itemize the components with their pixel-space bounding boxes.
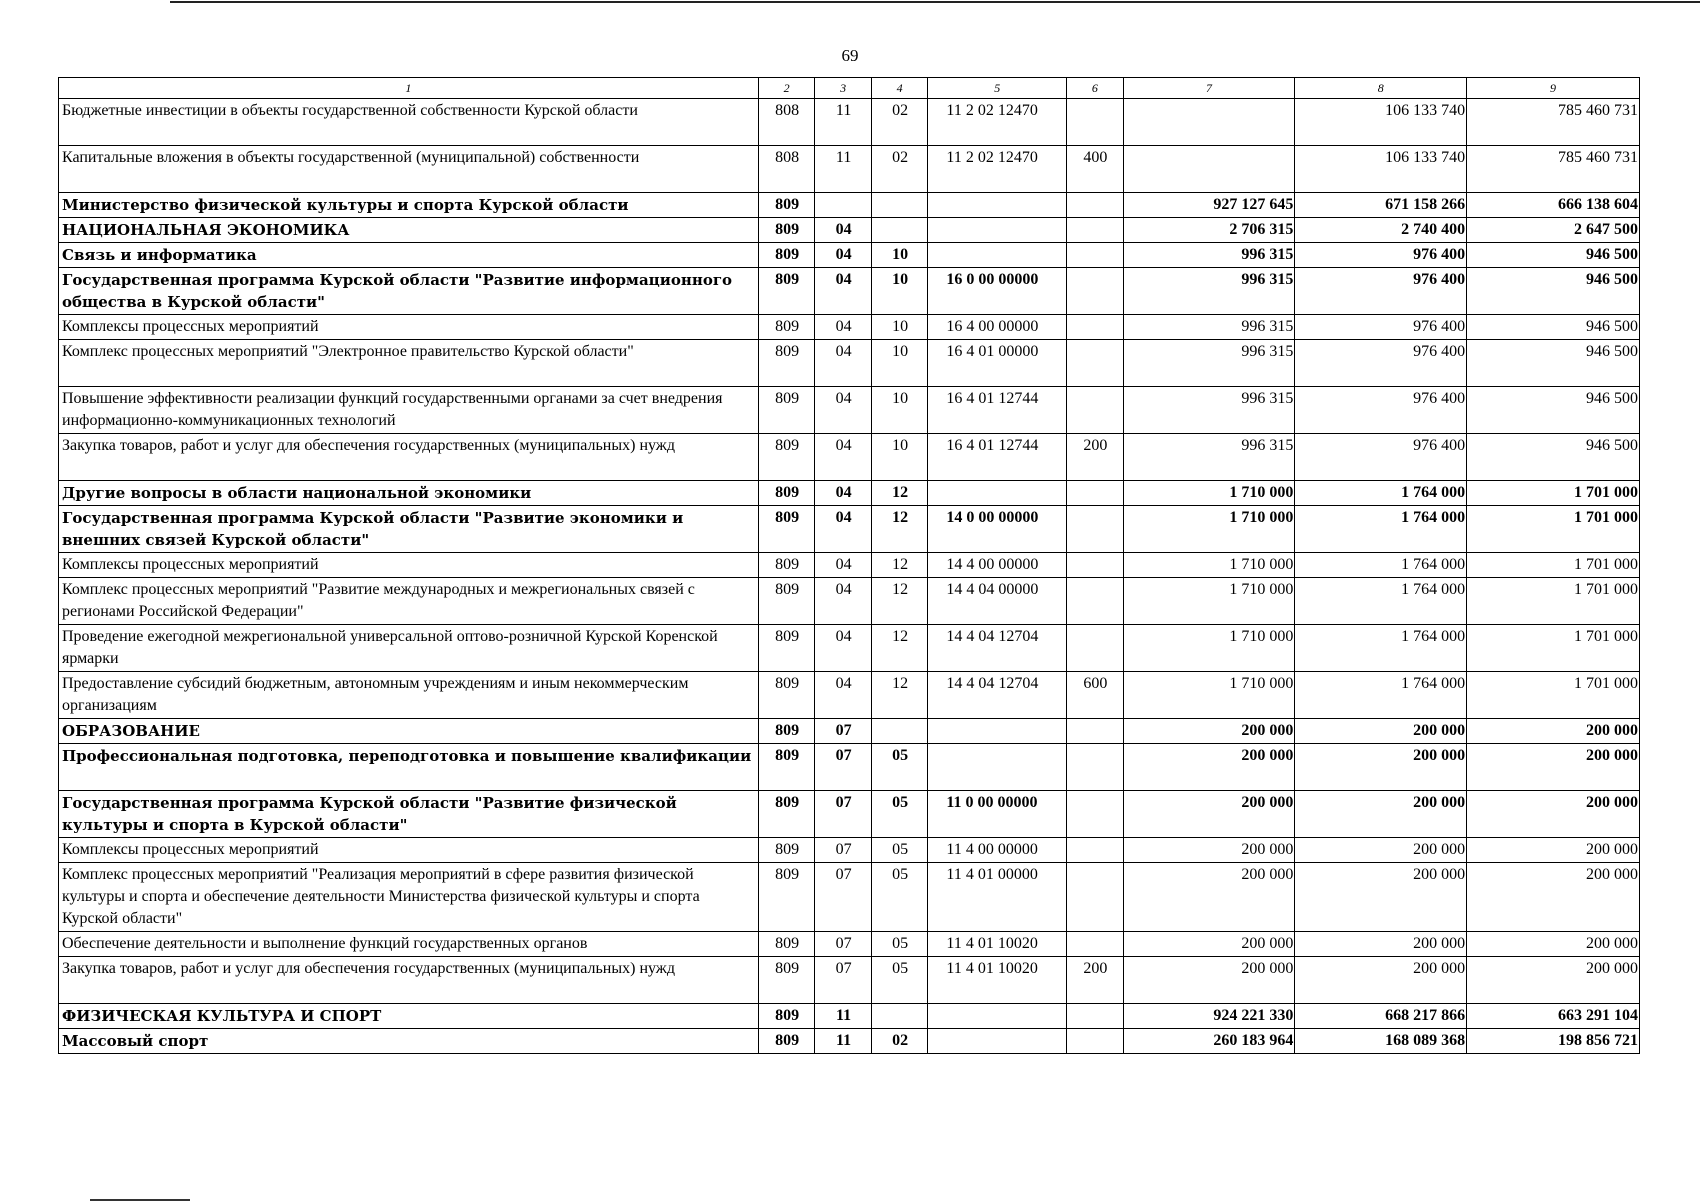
section-code: 04	[815, 506, 872, 553]
amount-col-9: 946 500	[1467, 268, 1640, 315]
ministry-code: 809	[758, 672, 815, 719]
section-code: 04	[815, 481, 872, 506]
table-row	[59, 506, 1640, 553]
amount-col-8: 200 000	[1295, 957, 1467, 1004]
amount-col-7: 200 000	[1123, 932, 1295, 957]
section-code: 04	[815, 625, 872, 672]
item-name: ОБРАЗОВАНИЕ	[59, 719, 759, 744]
expense-type-code	[1067, 838, 1124, 863]
amount-col-9: 1 701 000	[1467, 553, 1640, 578]
expense-type-code	[1067, 506, 1124, 553]
section-code	[815, 193, 872, 218]
table-row	[59, 719, 1640, 744]
table-row	[59, 268, 1640, 315]
item-name: Комплекс процессных мероприятий "Электронное правительство Курской области"	[59, 340, 759, 387]
target-article-code	[928, 193, 1067, 218]
expense-type-code	[1067, 744, 1124, 791]
amount-col-9: 946 500	[1467, 315, 1640, 340]
amount-col-9: 946 500	[1467, 243, 1640, 268]
column-number: 1	[59, 78, 759, 99]
subsection-code: 05	[871, 791, 928, 838]
amount-col-9: 200 000	[1467, 932, 1640, 957]
section-code: 07	[815, 863, 872, 932]
page-number: 69	[841, 46, 859, 65]
expense-type-code: 400	[1067, 146, 1124, 193]
amount-col-9: 200 000	[1467, 791, 1640, 838]
expense-type-code	[1067, 578, 1124, 625]
expense-type-code	[1067, 625, 1124, 672]
ministry-code: 809	[758, 744, 815, 791]
expense-type-code	[1067, 863, 1124, 932]
item-name: Обеспечение деятельности и выполнение функций государственных органов	[59, 932, 759, 957]
section-code: 11	[815, 146, 872, 193]
target-article-code: 16 0 00 00000	[928, 268, 1067, 315]
amount-col-8: 976 400	[1295, 243, 1467, 268]
target-article-code: 11 2 02 12470	[928, 99, 1067, 146]
section-code: 04	[815, 553, 872, 578]
target-article-code	[928, 719, 1067, 744]
section-code: 04	[815, 672, 872, 719]
section-code: 07	[815, 932, 872, 957]
amount-col-9: 666 138 604	[1467, 193, 1640, 218]
item-name: Повышение эффективности реализации функций государственными органами за счет внедрения информационно-коммуникационных технологий	[59, 387, 759, 434]
table-row	[59, 838, 1640, 863]
ministry-code: 809	[758, 1029, 815, 1054]
subsection-code: 02	[871, 1029, 928, 1054]
target-article-code: 14 4 04 12704	[928, 672, 1067, 719]
ministry-code: 809	[758, 553, 815, 578]
ministry-code: 809	[758, 387, 815, 434]
column-number: 9	[1467, 78, 1640, 99]
column-number: 7	[1123, 78, 1295, 99]
amount-col-7: 1 710 000	[1123, 506, 1295, 553]
amount-col-7: 927 127 645	[1123, 193, 1295, 218]
amount-col-7: 200 000	[1123, 957, 1295, 1004]
subsection-code: 10	[871, 315, 928, 340]
subsection-code	[871, 193, 928, 218]
expense-type-code	[1067, 268, 1124, 315]
amount-col-9: 1 701 000	[1467, 506, 1640, 553]
table-row	[59, 1004, 1640, 1029]
section-code: 07	[815, 719, 872, 744]
amount-col-8: 200 000	[1295, 838, 1467, 863]
table-row	[59, 932, 1640, 957]
item-name: НАЦИОНАЛЬНАЯ ЭКОНОМИКА	[59, 218, 759, 243]
item-name: Комплекс процессных мероприятий "Реализация мероприятий в сфере развития физической культуры и спорта и обеспечение деятельности Министерства физической культуры и спорта Курской области"	[59, 863, 759, 932]
ministry-code: 809	[758, 481, 815, 506]
amount-col-8: 1 764 000	[1295, 625, 1467, 672]
target-article-code: 16 4 01 12744	[928, 387, 1067, 434]
table-row	[59, 434, 1640, 481]
section-code: 04	[815, 387, 872, 434]
subsection-code: 05	[871, 863, 928, 932]
amount-col-9: 200 000	[1467, 838, 1640, 863]
target-article-code: 14 0 00 00000	[928, 506, 1067, 553]
ministry-code: 809	[758, 838, 815, 863]
expense-type-code	[1067, 1029, 1124, 1054]
target-article-code	[928, 218, 1067, 243]
subsection-code: 12	[871, 506, 928, 553]
amount-col-7: 200 000	[1123, 719, 1295, 744]
amount-col-7: 996 315	[1123, 340, 1295, 387]
expense-type-code	[1067, 481, 1124, 506]
ministry-code: 809	[758, 506, 815, 553]
amount-col-8: 976 400	[1295, 340, 1467, 387]
item-name: Другие вопросы в области национальной экономики	[59, 481, 759, 506]
section-code: 04	[815, 268, 872, 315]
item-name: Комплексы процессных мероприятий	[59, 553, 759, 578]
subsection-code	[871, 719, 928, 744]
item-name: Массовый спорт	[59, 1029, 759, 1054]
subsection-code: 05	[871, 932, 928, 957]
amount-col-8: 106 133 740	[1295, 146, 1467, 193]
subsection-code: 12	[871, 625, 928, 672]
target-article-code: 16 4 01 00000	[928, 340, 1067, 387]
amount-col-7: 200 000	[1123, 838, 1295, 863]
amount-col-8: 1 764 000	[1295, 553, 1467, 578]
expense-type-code: 600	[1067, 672, 1124, 719]
amount-col-9: 198 856 721	[1467, 1029, 1640, 1054]
expense-type-code	[1067, 315, 1124, 340]
table-row	[59, 625, 1640, 672]
amount-col-9: 946 500	[1467, 340, 1640, 387]
amount-col-7: 1 710 000	[1123, 481, 1295, 506]
amount-col-7: 924 221 330	[1123, 1004, 1295, 1029]
column-number: 2	[758, 78, 815, 99]
expense-type-code	[1067, 719, 1124, 744]
amount-col-8: 1 764 000	[1295, 481, 1467, 506]
column-number: 3	[815, 78, 872, 99]
ministry-code: 808	[758, 99, 815, 146]
amount-col-8: 1 764 000	[1295, 506, 1467, 553]
table-row	[59, 744, 1640, 791]
target-article-code	[928, 1029, 1067, 1054]
ministry-code: 809	[758, 625, 815, 672]
amount-col-9: 946 500	[1467, 387, 1640, 434]
subsection-code: 10	[871, 268, 928, 315]
ministry-code: 809	[758, 791, 815, 838]
ministry-code: 809	[758, 863, 815, 932]
item-name: Связь и информатика	[59, 243, 759, 268]
table-row	[59, 387, 1640, 434]
column-number: 6	[1067, 78, 1124, 99]
amount-col-7: 200 000	[1123, 791, 1295, 838]
amount-col-7: 200 000	[1123, 863, 1295, 932]
section-code: 07	[815, 791, 872, 838]
amount-col-8: 671 158 266	[1295, 193, 1467, 218]
amount-col-9: 1 701 000	[1467, 672, 1640, 719]
item-name: Министерство физической культуры и спорта Курской области	[59, 193, 759, 218]
item-name: Комплекс процессных мероприятий "Развитие международных и межрегиональных связей с регионами Российской Федерации"	[59, 578, 759, 625]
amount-col-7: 996 315	[1123, 434, 1295, 481]
column-number: 5	[928, 78, 1067, 99]
subsection-code: 10	[871, 243, 928, 268]
amount-col-9: 200 000	[1467, 957, 1640, 1004]
table-row	[59, 553, 1640, 578]
budget-table	[58, 77, 1640, 1054]
item-name: Закупка товаров, работ и услуг для обеспечения государственных (муниципальных) нужд	[59, 957, 759, 1004]
amount-col-9: 1 701 000	[1467, 578, 1640, 625]
target-article-code: 14 4 00 00000	[928, 553, 1067, 578]
target-article-code	[928, 243, 1067, 268]
ministry-code: 809	[758, 268, 815, 315]
amount-col-8: 976 400	[1295, 434, 1467, 481]
table-row	[59, 99, 1640, 146]
expense-type-code	[1067, 932, 1124, 957]
amount-col-7: 1 710 000	[1123, 625, 1295, 672]
expense-type-code	[1067, 218, 1124, 243]
section-code: 11	[815, 99, 872, 146]
scan-top-border	[170, 1, 1700, 3]
item-name: Предоставление субсидий бюджетным, автономным учреждениям и иным некоммерческим организациям	[59, 672, 759, 719]
amount-col-7: 2 706 315	[1123, 218, 1295, 243]
table-row	[59, 315, 1640, 340]
expense-type-code	[1067, 193, 1124, 218]
amount-col-9: 1 701 000	[1467, 481, 1640, 506]
table-row	[59, 481, 1640, 506]
target-article-code	[928, 1004, 1067, 1029]
amount-col-8: 200 000	[1295, 791, 1467, 838]
table-row	[59, 791, 1640, 838]
table-row	[59, 193, 1640, 218]
amount-col-9: 946 500	[1467, 434, 1640, 481]
subsection-code: 05	[871, 744, 928, 791]
expense-type-code	[1067, 340, 1124, 387]
table-row	[59, 218, 1640, 243]
amount-col-8: 200 000	[1295, 932, 1467, 957]
ministry-code: 809	[758, 434, 815, 481]
subsection-code: 12	[871, 578, 928, 625]
subsection-code: 10	[871, 387, 928, 434]
subsection-code: 10	[871, 434, 928, 481]
amount-col-8: 1 764 000	[1295, 672, 1467, 719]
ministry-code: 809	[758, 315, 815, 340]
amount-col-7: 1 710 000	[1123, 672, 1295, 719]
table-row	[59, 340, 1640, 387]
section-code: 04	[815, 243, 872, 268]
expense-type-code	[1067, 1004, 1124, 1029]
amount-col-7: 200 000	[1123, 744, 1295, 791]
item-name: Комплексы процессных мероприятий	[59, 838, 759, 863]
amount-col-7	[1123, 146, 1295, 193]
column-number: 4	[871, 78, 928, 99]
amount-col-8: 168 089 368	[1295, 1029, 1467, 1054]
item-name: ФИЗИЧЕСКАЯ КУЛЬТУРА И СПОРТ	[59, 1004, 759, 1029]
section-code: 04	[815, 315, 872, 340]
section-code: 04	[815, 340, 872, 387]
subsection-code: 02	[871, 146, 928, 193]
expense-type-code: 200	[1067, 957, 1124, 1004]
expense-type-code: 200	[1067, 434, 1124, 481]
ministry-code: 809	[758, 340, 815, 387]
section-code: 04	[815, 434, 872, 481]
amount-col-7: 996 315	[1123, 268, 1295, 315]
amount-col-8: 106 133 740	[1295, 99, 1467, 146]
amount-col-9: 1 701 000	[1467, 625, 1640, 672]
item-name: Закупка товаров, работ и услуг для обеспечения государственных (муниципальных) нужд	[59, 434, 759, 481]
section-code: 07	[815, 744, 872, 791]
ministry-code: 809	[758, 719, 815, 744]
target-article-code: 11 4 01 10020	[928, 957, 1067, 1004]
amount-col-8: 200 000	[1295, 863, 1467, 932]
subsection-code: 05	[871, 957, 928, 1004]
item-name: Бюджетные инвестиции в объекты государственной собственности Курской области	[59, 99, 759, 146]
ministry-code: 808	[758, 146, 815, 193]
amount-col-8: 200 000	[1295, 719, 1467, 744]
table-row	[59, 243, 1640, 268]
item-name: Комплексы процессных мероприятий	[59, 315, 759, 340]
target-article-code	[928, 744, 1067, 791]
section-code: 04	[815, 218, 872, 243]
expense-type-code	[1067, 243, 1124, 268]
section-code: 04	[815, 578, 872, 625]
amount-col-9: 663 291 104	[1467, 1004, 1640, 1029]
amount-col-9: 2 647 500	[1467, 218, 1640, 243]
column-number-row	[59, 78, 1640, 99]
section-code: 07	[815, 957, 872, 1004]
section-code: 07	[815, 838, 872, 863]
amount-col-9: 785 460 731	[1467, 146, 1640, 193]
item-name: Государственная программа Курской области "Развитие экономики и внешних связей Курской области"	[59, 506, 759, 553]
amount-col-9: 200 000	[1467, 744, 1640, 791]
target-article-code: 14 4 04 00000	[928, 578, 1067, 625]
amount-col-7: 1 710 000	[1123, 578, 1295, 625]
amount-col-9: 200 000	[1467, 863, 1640, 932]
amount-col-8: 976 400	[1295, 387, 1467, 434]
item-name: Капитальные вложения в объекты государственной (муниципальной) собственности	[59, 146, 759, 193]
target-article-code: 11 4 01 10020	[928, 932, 1067, 957]
expense-type-code	[1067, 791, 1124, 838]
amount-col-8: 1 764 000	[1295, 578, 1467, 625]
subsection-code: 12	[871, 672, 928, 719]
ministry-code: 809	[758, 218, 815, 243]
expense-type-code	[1067, 553, 1124, 578]
subsection-code: 05	[871, 838, 928, 863]
amount-col-8: 976 400	[1295, 315, 1467, 340]
amount-col-7: 260 183 964	[1123, 1029, 1295, 1054]
column-number: 8	[1295, 78, 1467, 99]
subsection-code	[871, 1004, 928, 1029]
ministry-code: 809	[758, 1004, 815, 1029]
target-article-code: 11 2 02 12470	[928, 146, 1067, 193]
amount-col-9: 785 460 731	[1467, 99, 1640, 146]
item-name: Проведение ежегодной межрегиональной универсальной оптово-розничной Курской Коренской ярмарки	[59, 625, 759, 672]
section-code: 11	[815, 1029, 872, 1054]
amount-col-7	[1123, 99, 1295, 146]
amount-col-8: 2 740 400	[1295, 218, 1467, 243]
subsection-code: 02	[871, 99, 928, 146]
ministry-code: 809	[758, 243, 815, 268]
amount-col-7: 996 315	[1123, 243, 1295, 268]
item-name: Профессиональная подготовка, переподготовка и повышение квалификации	[59, 744, 759, 791]
target-article-code: 11 4 00 00000	[928, 838, 1067, 863]
table-row	[59, 146, 1640, 193]
table-row	[59, 578, 1640, 625]
ministry-code: 809	[758, 578, 815, 625]
target-article-code: 11 0 00 00000	[928, 791, 1067, 838]
subsection-code: 12	[871, 481, 928, 506]
amount-col-7: 996 315	[1123, 315, 1295, 340]
target-article-code	[928, 481, 1067, 506]
amount-col-8: 976 400	[1295, 268, 1467, 315]
amount-col-7: 996 315	[1123, 387, 1295, 434]
subsection-code: 10	[871, 340, 928, 387]
table-row	[59, 672, 1640, 719]
target-article-code: 11 4 01 00000	[928, 863, 1067, 932]
item-name: Государственная программа Курской области "Развитие физической культуры и спорта в Курской области"	[59, 791, 759, 838]
ministry-code: 809	[758, 957, 815, 1004]
target-article-code: 16 4 00 00000	[928, 315, 1067, 340]
table-row	[59, 863, 1640, 932]
subsection-code: 12	[871, 553, 928, 578]
section-code: 11	[815, 1004, 872, 1029]
expense-type-code	[1067, 387, 1124, 434]
target-article-code: 14 4 04 12704	[928, 625, 1067, 672]
item-name: Государственная программа Курской области "Развитие информационного общества в Курской области"	[59, 268, 759, 315]
amount-col-8: 200 000	[1295, 744, 1467, 791]
amount-col-7: 1 710 000	[1123, 553, 1295, 578]
table-row	[59, 957, 1640, 1004]
ministry-code: 809	[758, 193, 815, 218]
ministry-code: 809	[758, 932, 815, 957]
amount-col-8: 668 217 866	[1295, 1004, 1467, 1029]
expense-type-code	[1067, 99, 1124, 146]
table-row	[59, 1029, 1640, 1054]
target-article-code: 16 4 01 12744	[928, 434, 1067, 481]
subsection-code	[871, 218, 928, 243]
amount-col-9: 200 000	[1467, 719, 1640, 744]
